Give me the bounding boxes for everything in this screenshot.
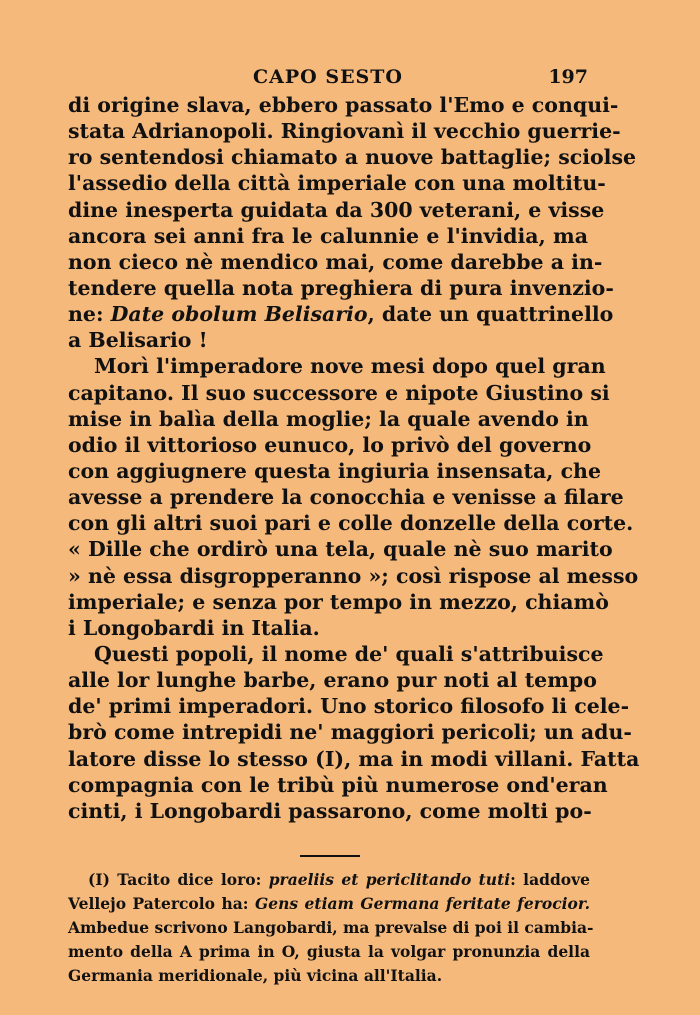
text-segment: : laddove — [510, 870, 590, 889]
footnote-separator — [300, 855, 360, 857]
text-line: di origine slava, ebbero passato l'Emo e conqui- — [68, 93, 619, 117]
text-line: non cieco nè mendico mai, come darebbe a in- — [68, 249, 603, 274]
italic-phrase: Date obolum Belisario — [110, 302, 368, 327]
footnote-line — [68, 892, 590, 916]
text-line: con aggiugnere questa ingiuria insensata, che — [68, 458, 601, 483]
text-line: odio il vittorioso eunuco, lo privò del governo — [68, 432, 592, 457]
body-text — [68, 92, 640, 824]
text-line: stata Adrianopoli. Ringiovanì il vecchio guerrie- — [68, 119, 621, 144]
footnote-line: mento della A prima in O, giusta la volgar pronunzia della — [68, 942, 590, 961]
text-line: capitano. Il suo successore e nipote Giustino si — [68, 380, 610, 405]
text-line: avesse a prendere la conocchia e venisse a filare — [68, 485, 624, 510]
footnote-line — [68, 868, 590, 892]
text-line: con gli altri suoi pari e colle donzelle della corte. — [68, 511, 634, 536]
text-line: a Belisario ! — [68, 328, 208, 353]
text-line: dine inesperta guidata da 300 veterani, e visse — [68, 197, 605, 222]
italic-phrase: praeliis et periclitando tuti — [268, 870, 511, 889]
text-line: compagnia con le tribù più numerose ond'eran — [68, 772, 608, 797]
text-line: i Longobardi in Italia. — [68, 615, 320, 640]
text-segment: (I) Tacito dice loro: — [88, 870, 269, 889]
text-line: » nè essa disgropperanno »; così rispose al messo — [68, 563, 639, 588]
text-line: l'assedio della città imperiale con una moltitu- — [68, 171, 606, 196]
text-line: ancora sei anni fra le calunnie e l'invidia, ma — [68, 223, 588, 248]
text-line: Morì l'imperadore nove mesi dopo quel gran — [94, 354, 606, 379]
text-segment: Vellejo Patercolo ha: — [68, 894, 255, 913]
text-line: ro sentendosi chiamato a nuove battaglie; sciolse — [68, 145, 637, 170]
text-line — [68, 301, 614, 327]
text-line: imperiale; e senza por tempo in mezzo, chiamò — [68, 589, 609, 614]
page-number: 197 — [548, 66, 588, 88]
text-line: alle lor lunghe barbe, erano pur noti al tempo — [68, 668, 597, 693]
text-segment: ne: — [68, 302, 111, 327]
footnotes — [68, 868, 594, 988]
text-line: tendere quella nota preghiera di pura invenzio- — [68, 275, 614, 300]
footnote-line: Ambedue scrivono Langobardi, ma prevalse di poi il cambia- — [68, 918, 594, 937]
text-line: de' primi imperadori. Uno storico filosofo li cele- — [68, 694, 630, 719]
text-line: latore disse lo stesso (I), ma in modi villani. Fatta — [68, 746, 640, 771]
footnote-line: Germania meridionale, più vicina all'Italia. — [68, 966, 443, 985]
italic-phrase: Gens etiam Germana feritate ferocior. — [254, 894, 590, 913]
text-line: cinti, i Longobardi passarono, come molti po- — [68, 798, 592, 823]
text-line: Questi popoli, il nome de' quali s'attribuisce — [94, 641, 604, 666]
text-line: mise in balìa della moglie; la quale avendo in — [68, 406, 589, 431]
text-segment: , date un quattrinello — [367, 302, 614, 327]
text-line: brò come intrepidi ne' maggiori pericoli; un adu- — [68, 720, 632, 745]
running-header — [68, 66, 588, 92]
chapter-title: CAPO SESTO — [253, 66, 403, 88]
text-line: « Dille che ordirò una tela, quale nè suo marito — [68, 537, 613, 562]
